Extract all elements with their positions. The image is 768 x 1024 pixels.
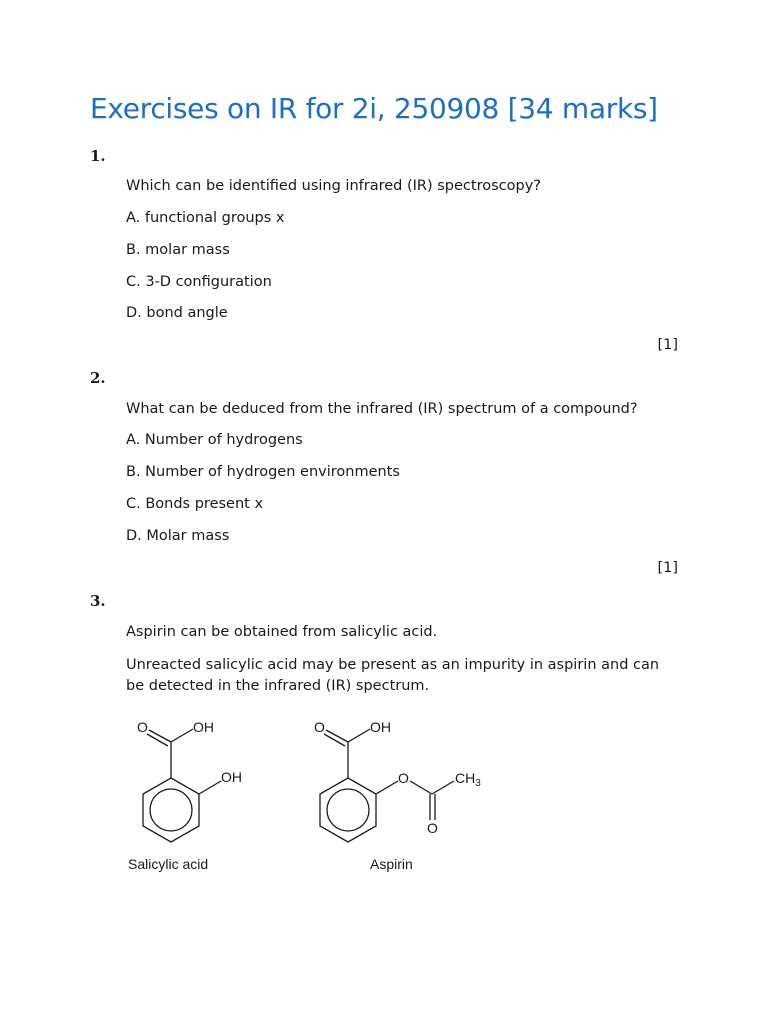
bond [171,729,193,742]
bond [326,730,348,742]
aromatic-circle [327,789,369,831]
atom-label-o: O [427,820,438,836]
question-number: 3. [90,592,106,610]
question-paragraph: Unreacted salicylic acid may be present as an impurity in aspirin and can be detected in the infrared (IR) spectrum. [126,657,660,694]
atom-label-oh: OH [370,719,391,735]
bond [149,730,171,742]
bond [348,729,370,742]
option-c: C. 3-D configuration [126,274,272,290]
page-title: Exercises on IR for 2i, 250908 [34 marks] [90,92,658,125]
option-d: D. bond angle [126,305,228,321]
benzene-ring [143,778,199,842]
option-b: B. Number of hydrogen environments [126,464,400,480]
option-d: D. Molar mass [126,528,230,544]
bond [147,734,168,746]
atom-label-o: O [314,719,325,735]
question-number: 2. [90,369,106,387]
option-b: B. molar mass [126,242,230,258]
benzene-ring [320,778,376,842]
atom-label-o: O [137,719,148,735]
atom-label-ch3: $CH_3$ [455,770,481,789]
marks-label: [1] [657,560,678,576]
question-stem: What can be deduced from the infrared (IR) spectrum of a compound? [126,401,638,417]
caption-aspirin: Aspirin [370,856,413,872]
option-a: A. functional groups x [126,210,285,226]
bond [199,781,221,794]
atom-label-oh: OH [193,719,214,735]
aromatic-circle [150,789,192,831]
bond [410,781,432,794]
atom-label-oh: OH [221,769,242,785]
question-number: 1. [90,147,106,165]
question-stem: Which can be identified using infrared (IR) spectroscopy? [126,178,541,194]
bond [324,734,345,746]
bond [376,781,398,794]
option-c: C. Bonds present x [126,496,264,512]
marks-label: [1] [657,337,678,353]
question-stem: Aspirin can be obtained from salicylic acid. [126,624,438,640]
bond [432,781,454,794]
option-a: A. Number of hydrogens [126,432,303,448]
atom-label-o: O [398,770,409,786]
caption-salicylic-acid: Salicylic acid [128,856,209,872]
